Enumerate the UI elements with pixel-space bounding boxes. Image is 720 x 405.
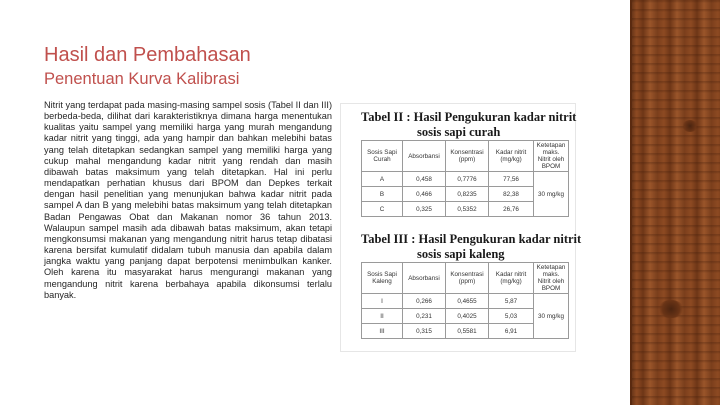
table-row — [362, 294, 569, 309]
table2-title-line1: Tabel II : Hasil Pengukuran kadar nitrit — [361, 110, 577, 124]
table2 — [361, 140, 569, 217]
table3-cell: 0,5581 — [446, 324, 489, 339]
slide-subtitle: Penentuan Kurva Kalibrasi — [44, 70, 240, 88]
table2-cell: 77,56 — [489, 172, 534, 187]
table3-cell: 0,4025 — [446, 309, 489, 324]
table3-cell: 0,266 — [403, 294, 446, 309]
table3-cell: 0,4655 — [446, 294, 489, 309]
table3-header-cell: Kadar nitrit (mg/kg) — [489, 263, 534, 294]
table3-cell: II — [362, 309, 403, 324]
table3-header-cell: Sosis Sapi Kaleng — [362, 263, 403, 294]
table2-cell: 0,5352 — [446, 202, 489, 217]
table3-header-cell: Absorbansi — [403, 263, 446, 294]
table2-header-cell: Ketetapan maks. Nitrit oleh BPOM — [534, 141, 569, 172]
table3-cell: III — [362, 324, 403, 339]
table3-header-cell: Ketetapan maks. Nitrit oleh BPOM — [534, 263, 569, 294]
table3-cell: 0,315 — [403, 324, 446, 339]
slide-title: Hasil dan Pembahasan — [44, 44, 251, 66]
table2-cell: A — [362, 172, 403, 187]
table3-cell: 5,03 — [489, 309, 534, 324]
wood-edge — [630, 0, 632, 405]
table3-cell: 6,91 — [489, 324, 534, 339]
table3-bpom-cell: 30 mg/kg — [534, 294, 569, 339]
tables-image — [341, 104, 582, 351]
table-row — [362, 172, 569, 187]
table2-header-cell: Sosis Sapi Curah — [362, 141, 403, 172]
wood-knot — [658, 300, 684, 318]
table3-cell: 5,87 — [489, 294, 534, 309]
table2-cell: 0,7776 — [446, 172, 489, 187]
table2-cell: 0,466 — [403, 187, 446, 202]
table2-cell: 0,325 — [403, 202, 446, 217]
table2-cell: B — [362, 187, 403, 202]
table3-cell: 0,231 — [403, 309, 446, 324]
table2-header-row — [362, 141, 569, 172]
table3-header-row — [362, 263, 569, 294]
body-paragraph: Nitrit yang terdapat pada masing-masing sampel sosis (Tabel II dan III) berbeda-beda, dilihat dari karakteristiknya dimana harga menentukan kualitas yaitu sampel yang memiliki harga yang murah mengandung kadar nitrit yang tinggi, ada yang hampir dan bahkan melebihi batas yang telah ditetapkan sedangkan sampel yang memiliki harga yang cukup mahal mengandung kadar nitrit yang rendah dan masih dibawah batas maksimum yang telah ditetapkan. Hal ini perlu mendapatkan perhatian khusus dari BPOM dan Depkes terkait dengan hasil penelitian yang menunjukan bahwa kadar nitrit pada sampel A dan B yang melebihi batas maksimum yang telah ditetapkan Badan Pengawas Obat dan Makanan nomor 36 tahun 2013. Walaupun sampel masih ada dibawah batas maksimum, akan tetapi mengkonsumsi makanan yang mengandung nitrit harus tetap dibatasi karena bersifat kumulatif didalam tubuh manusia dan apabila dalam jangka waktu yang panjang dapat berpotensi menimbulkan kanker. Oleh karena itu masyarakat harus mengurangi makanan yang mengandung nitrit karena berbahaya apabila dikonsumsi terlalu banyak. — [44, 100, 332, 300]
table3 — [361, 262, 569, 339]
table2-cell: 82,38 — [489, 187, 534, 202]
table2-header-cell: Kadar nitrit (mg/kg) — [489, 141, 534, 172]
table2-cell: 26,76 — [489, 202, 534, 217]
wood-knot — [682, 120, 698, 132]
table2-header-cell: Konsentrasi (ppm) — [446, 141, 489, 172]
table3-title-line1: Tabel III : Hasil Pengukuran kadar nitrit — [361, 232, 582, 246]
wood-panel — [630, 0, 720, 405]
table2-cell: 0,458 — [403, 172, 446, 187]
table3-header-cell: Konsentrasi (ppm) — [446, 263, 489, 294]
table2-title-line2: sosis sapi curah — [417, 125, 501, 139]
table2-cell: C — [362, 202, 403, 217]
table2-header-cell: Absorbansi — [403, 141, 446, 172]
table2-cell: 0,8235 — [446, 187, 489, 202]
table2-bpom-cell: 30 mg/kg — [534, 172, 569, 217]
table3-cell: I — [362, 294, 403, 309]
table3-title-line2: sosis sapi kaleng — [417, 247, 505, 261]
